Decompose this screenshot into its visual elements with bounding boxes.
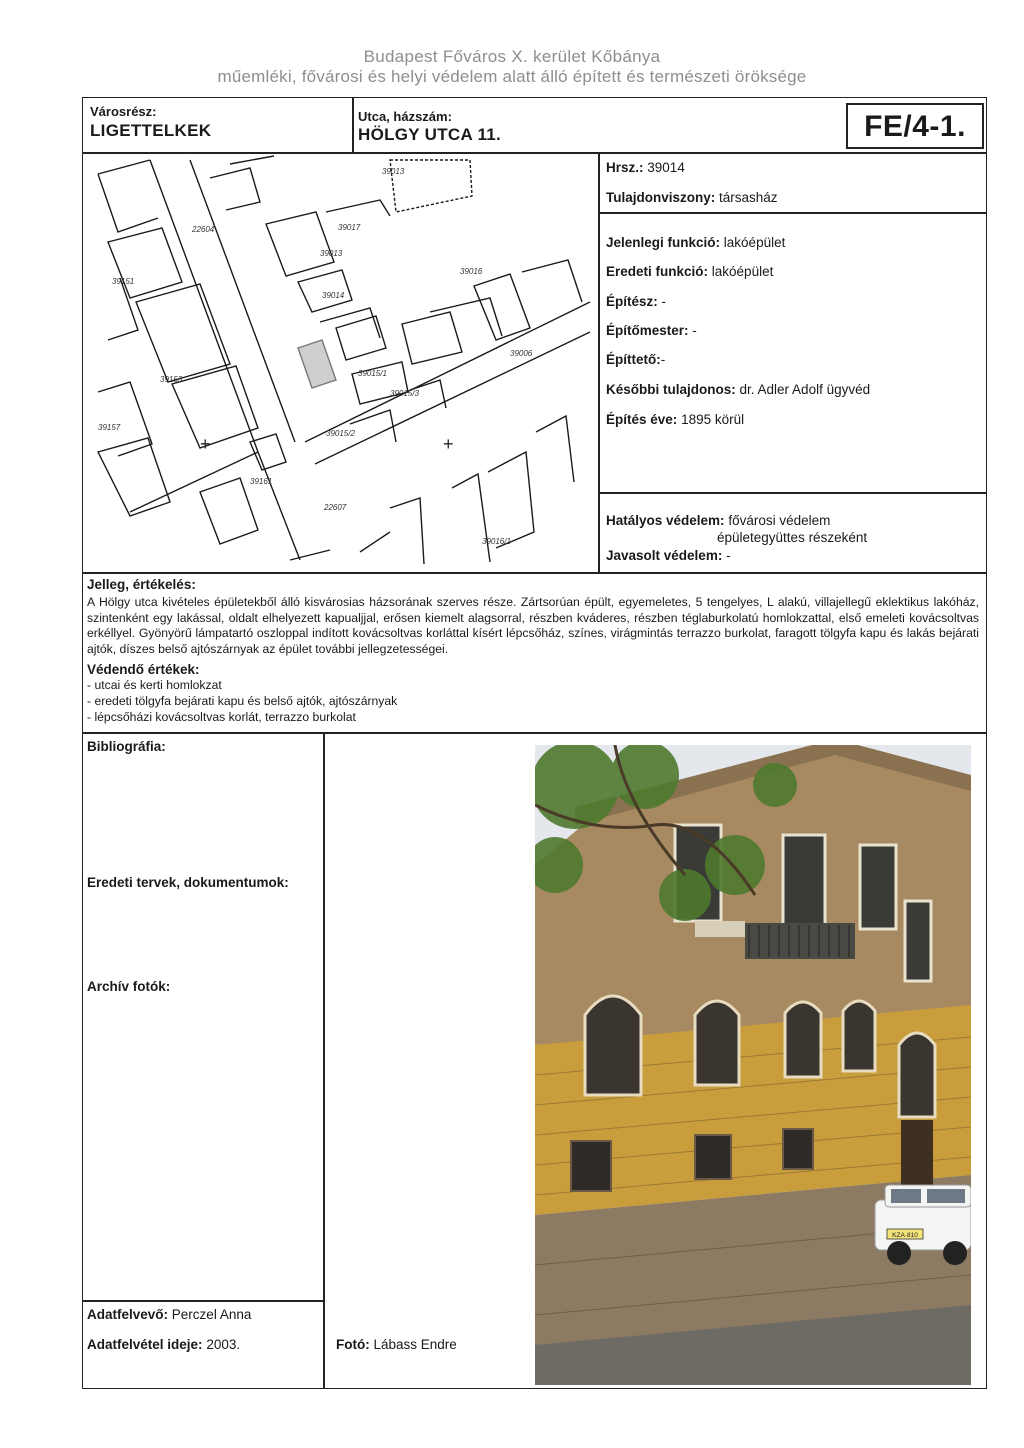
svg-text:+: + [200,434,211,454]
svg-text:39015/1: 39015/1 [358,369,387,378]
architect-row: Építész: - [606,294,667,309]
svg-text:39015/3: 39015/3 [390,389,419,398]
svg-text:39016: 39016 [460,267,483,276]
client-row: Építtető:- [606,352,666,367]
values-label: Védendő értékek: [87,662,200,677]
svg-text:39014: 39014 [322,291,345,300]
plans-label: Eredeti tervek, dokumentumok: [87,875,289,890]
svg-text:39006: 39006 [510,349,533,358]
later-owner-row: Későbbi tulajdonos: dr. Adler Adolf ügyvéd [606,382,871,397]
district-label: Városrész: [90,104,157,119]
street-label: Utca, házszám: [358,109,452,124]
character-label: Jelleg, értékelés: [87,577,196,592]
record-date-row: Adatfelvétel ideje: 2003. [87,1337,241,1352]
divider-bibliography [82,732,987,734]
svg-text:22607: 22607 [324,503,347,512]
svg-text:39015/2: 39015/2 [326,429,355,438]
svg-text:39153: 39153 [160,375,183,384]
protection-extra: épületegyüttes részeként [717,530,868,545]
value-item-1: - utcai és kerti homlokzat [87,678,222,692]
recorder-row: Adatfelvevő: Perczel Anna [87,1307,252,1322]
divider-ownership [598,212,987,214]
value-item-3: - lépcsőházi kovácsoltvas korlát, terrazzo burkolat [87,710,356,724]
license-plate: KZA·810 [892,1232,918,1239]
ownership-row: Tulajdonviszony: társasház [606,190,778,205]
archive-label: Archív fotók: [87,979,171,994]
svg-text:39016/1: 39016/1 [482,537,511,546]
value-item-2: - eredeti tölgyfa bejárati kapu és belső ajtók, ajtószárnyak [87,694,398,708]
proposed-row: Javasolt védelem: - [606,548,731,563]
divider-map [598,152,600,572]
divider-sidebar [323,732,325,1389]
svg-text:39017: 39017 [338,223,361,232]
hrsz-row: Hrsz.: 39014 [606,160,685,175]
header-subtitle: műemléki, fővárosi és helyi védelem alatt álló épített és természeti öröksége [217,67,807,86]
builder-row: Építőmester: - [606,323,697,338]
original-function-row: Eredeti funkció: lakóépület [606,264,774,279]
divider-recorder [82,1300,323,1302]
record-code: FE/4-1. [846,103,984,149]
svg-text:39157: 39157 [98,423,121,432]
svg-text:22604: 22604 [192,225,215,234]
building-photo [535,745,971,1385]
svg-text:39013: 39013 [382,167,405,176]
character-text: A Hölgy utca kivételes épületekből álló kisvárosias házsorának szerves része. Zártsorúan épült, egyemeletes, 5 tengelyes, L alakú, villajellegű eklektikus lakóház, szintenként egy lakással, oldalt elhelyezett kapualjjal, erősen kiemelt alagsorral, részben kváderes, részben téglaburkolatú homlokzattal, első emeleti kovácsoltvas erkéllyel. Gyönyörű lámpatartó oszloppal indított kovácsoltvas korláttal kísért lépcsőház, színes, virágmintás terrazzo burkolat, faragott tölgyfa kapu és lakás bejárati ajtók, díszes belső ajtószárnyak az épület további jellegzetességei. [87,595,979,656]
year-row: Építés éve: 1895 körül [606,412,745,427]
divider-district [352,97,354,153]
street-value: HÖLGY UTCA 11. [358,125,502,144]
header-title: Budapest Főváros X. kerület Kőbánya [363,47,661,66]
bibliography-label: Bibliográfia: [87,739,166,754]
svg-text:39161: 39161 [250,477,273,486]
svg-text:39013: 39013 [320,249,343,258]
current-function-row: Jelenlegi funkció: lakóépület [606,235,786,250]
protection-row: Hatályos védelem: fővárosi védelem [606,513,831,528]
divider-protection [598,492,987,494]
district-value: LIGETTELKEK [90,121,212,140]
svg-text:+: + [443,434,454,454]
photo-credit-row: Fotó: Lábass Endre [336,1337,457,1352]
divider-character [82,572,987,574]
svg-text:39151: 39151 [112,277,135,286]
cadastral-map [90,152,594,572]
